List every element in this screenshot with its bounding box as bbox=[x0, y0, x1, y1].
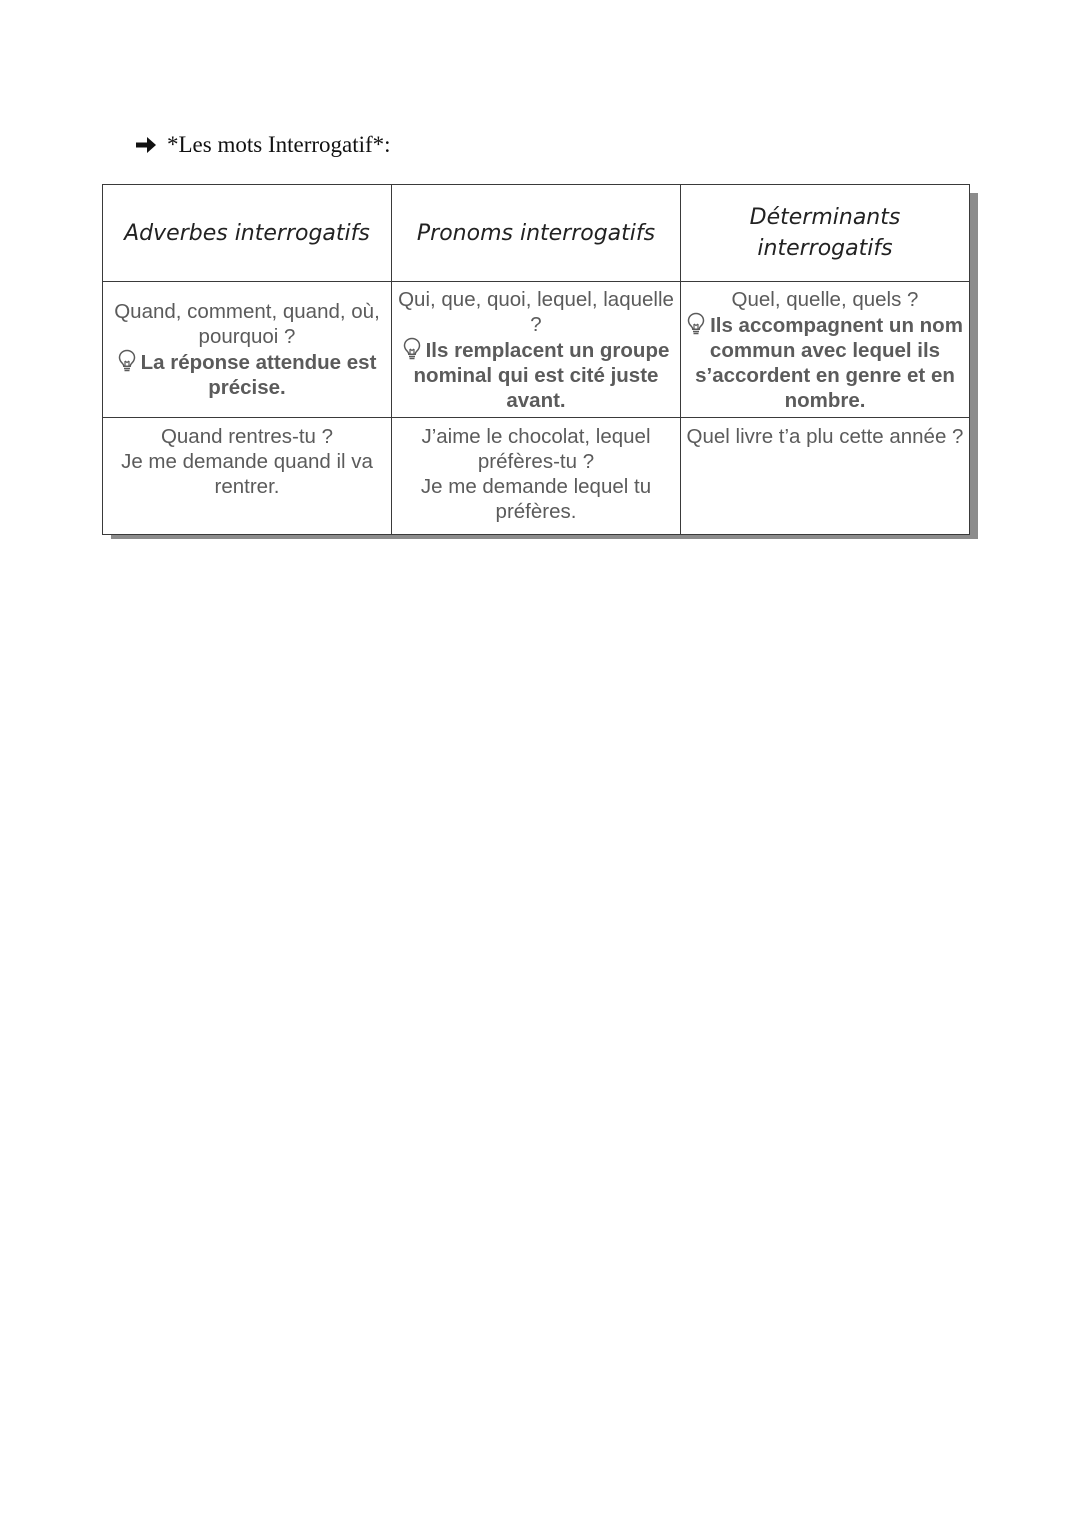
right-arrow-icon bbox=[135, 135, 157, 155]
pronoms-note: Ils remplacent un groupe nominal qui est cité juste avant. bbox=[413, 338, 670, 412]
section-heading-text: *Les mots Interrogatif*: bbox=[167, 132, 391, 157]
header-adverbes: Adverbes interrogatifs bbox=[103, 185, 392, 282]
cell-determinants-examples bbox=[681, 418, 970, 535]
adverbes-words: Quand, comment, quand, où, pourquoi ? bbox=[114, 300, 380, 348]
interrogative-words-table bbox=[102, 184, 970, 535]
determinants-example-1: Quel livre t’a plu cette année ? bbox=[686, 425, 964, 448]
lightbulb-icon bbox=[403, 337, 421, 361]
pronoms-example-1: J’aime le chocolat, lequel préfères-tu ? bbox=[421, 425, 651, 473]
cell-pronoms-definition bbox=[392, 282, 681, 418]
table-row-examples bbox=[103, 418, 970, 535]
adverbes-example-2: Je me demande quand il va rentrer. bbox=[121, 450, 373, 498]
section-heading bbox=[135, 128, 391, 162]
determinants-words: Quel, quelle, quels ? bbox=[731, 287, 919, 311]
cell-adverbes-examples bbox=[103, 418, 392, 535]
adverbes-example-1: Quand rentres-tu ? bbox=[160, 425, 334, 448]
header-pronoms: Pronoms interrogatifs bbox=[392, 185, 681, 282]
table-row-definitions bbox=[103, 282, 970, 418]
cell-pronoms-examples bbox=[392, 418, 681, 535]
cell-determinants-definition bbox=[681, 282, 970, 418]
determinants-note: Ils accompagnent un nom commun avec lequel ils s’accordent en genre et en nombre. bbox=[695, 313, 963, 412]
table-header-row bbox=[103, 185, 970, 282]
header-determinants: Déterminants interrogatifs bbox=[681, 185, 970, 282]
pronoms-words: Qui, que, quoi, lequel, laquelle ? bbox=[398, 287, 674, 336]
lightbulb-icon bbox=[687, 312, 705, 336]
lightbulb-icon bbox=[118, 349, 136, 373]
pronoms-example-2: Je me demande lequel tu préfères. bbox=[420, 475, 652, 523]
cell-adverbes-definition bbox=[103, 282, 392, 418]
interrogative-words-table-wrapper bbox=[102, 184, 969, 530]
adverbes-note: La réponse attendue est précise. bbox=[140, 351, 377, 399]
